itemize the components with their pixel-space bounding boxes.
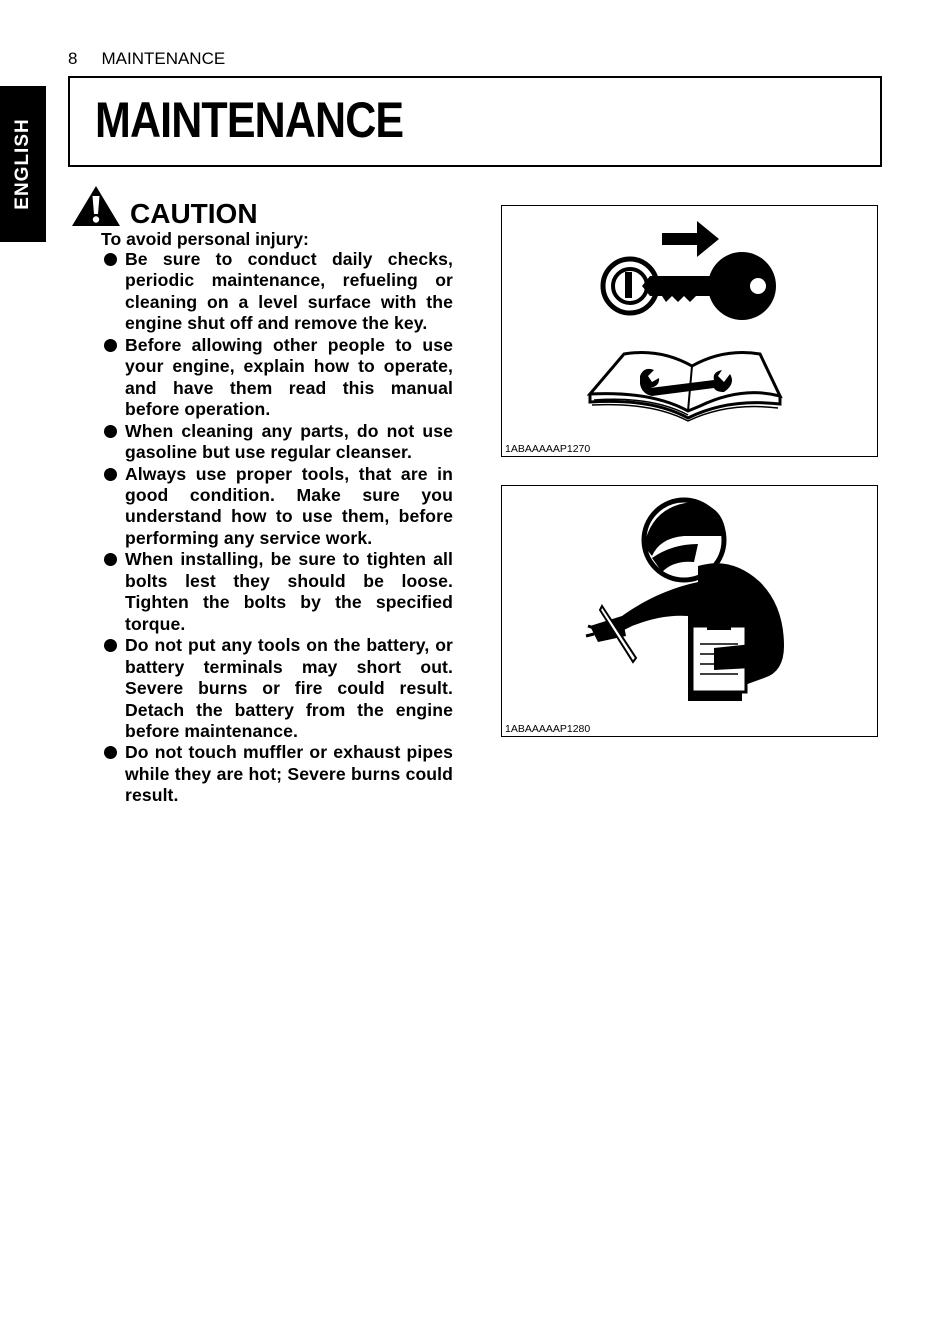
list-item: Before allowing other people to use your engine, explain how to operate, and have them read this manual before operation. (101, 335, 453, 421)
figure-key-manual (501, 205, 878, 457)
inspector-with-clipboard-icon (502, 486, 877, 736)
title-box (68, 76, 882, 167)
bullet-icon (104, 553, 117, 566)
list-item: When cleaning any parts, do not use gasoline but use regular cleanser. (101, 421, 453, 464)
bullet-icon (104, 746, 117, 759)
language-tab (0, 86, 46, 242)
language-tab-label: ENGLISH (12, 118, 33, 210)
caution-word: CAUTION (130, 198, 258, 229)
list-item: Always use proper tools, that are in good condition. Make sure you understand how to use them, before performing any service work. (101, 464, 453, 550)
page-title: MAINTENANCE (95, 92, 404, 148)
figure-inspector (501, 485, 878, 737)
bullet-icon (104, 339, 117, 352)
section-name: MAINTENANCE (101, 49, 226, 68)
figure-code: 1ABAAAAAP1280 (505, 723, 591, 735)
caution-list (101, 249, 453, 807)
list-item: Do not touch muffler or exhaust pipes while they are hot; Severe burns could result. (101, 742, 453, 806)
list-item: Be sure to conduct daily checks, periodic maintenance, refueling or cleaning on a level surface with the engine shut off and remove the key. (101, 249, 453, 335)
page-number: 8 (68, 49, 78, 68)
bullet-icon (104, 253, 117, 266)
list-item: Do not put any tools on the battery, or battery terminals may short out. Severe burns or fire could result. Detach the battery from the engine before maintenance. (101, 635, 453, 742)
warning-triangle-icon (70, 184, 122, 228)
figure-code: 1ABAAAAAP1270 (505, 443, 591, 455)
bullet-icon (104, 639, 117, 652)
list-item: When installing, be sure to tighten all bolts lest they should be loose. Tighten the bolts by the specified torque. (101, 549, 453, 635)
key-switch-and-manual-icon (502, 206, 877, 456)
bullet-icon (104, 468, 117, 481)
bullet-icon (104, 425, 117, 438)
running-header (68, 49, 225, 69)
caution-intro: To avoid personal injury: (101, 229, 309, 249)
